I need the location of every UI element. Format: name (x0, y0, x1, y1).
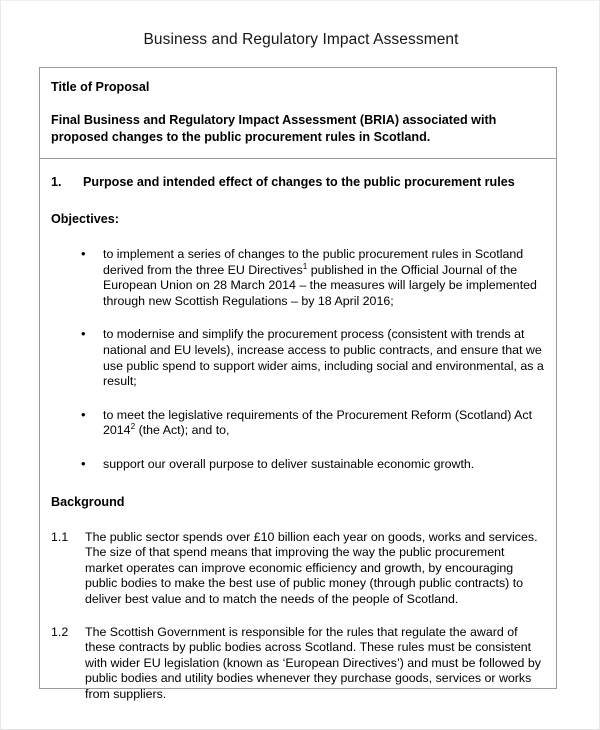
list-item (51, 457, 545, 473)
list-item (51, 327, 545, 389)
title-of-proposal-text: Final Business and Regulatory Impact Assessment (BRIA) associated with proposed changes to the public procurement rules in Scotland. (51, 113, 497, 144)
objective-text-after: (the Act); and to, (135, 423, 230, 438)
footnote-marker: 1 (302, 261, 308, 271)
title-of-proposal-cell (40, 68, 556, 159)
objective-text-before: to implement a series of changes to the public procurement rules in Scotland derived from the three EU Directives (103, 247, 524, 277)
paragraph-number: 1.2 (51, 624, 69, 639)
objectives-list (51, 247, 545, 473)
footnote-marker: 2 (130, 422, 136, 432)
paragraph-text: The public sector spends over £10 billion each year on goods, works and services. The size of that spend means that improving the way the public procurement market operates can improve economic efficiency and growth, by encouraging public bodies to make the best use of public money (through public contracts) to deliver best value and to match the needs of the people of Scotland. (85, 529, 538, 606)
objective-text-before: to modernise and simplify the procurement process (consistent with trends at national and EU levels), increase access to public contracts, and ensure that we use public spend to support wider aims, including social and environmental, as a result; (103, 327, 544, 389)
section-1-cell (40, 159, 556, 712)
section-1-number: 1. (51, 175, 62, 189)
paragraph-text: The Scottish Government is responsible for the rules that regulate the award of these contracts by public bodies across Scotland. These rules must be consistent with wider EU legislation (known as ‘European Directives’) and must be followed by public bodies and utility bodies whenever they purchase goods, services or works from suppliers. (85, 624, 541, 701)
paragraph-number: 1.1 (51, 529, 69, 544)
objective-text-before: to meet the legislative requirements of the Procurement Reform (Scotland) Act 2014 (103, 407, 533, 438)
spacer (51, 473, 545, 494)
page-title: Business and Regulatory Impact Assessment (143, 31, 459, 48)
section-1-heading (51, 174, 545, 190)
background-label: Background (51, 494, 125, 509)
paragraph-1-1 (51, 530, 545, 608)
paragraph-1-2 (51, 625, 545, 703)
objective-text-after: published in the Official Journal of the European Union on 28 March 2014 – the measures will largely be implemented through new Scottish Regulations – by 18 April 2016; (103, 262, 537, 308)
list-item (51, 247, 545, 309)
document-frame (39, 67, 557, 701)
objectives-label: Objectives: (51, 212, 119, 226)
objective-text-before: support our overall purpose to deliver sustainable economic growth. (103, 456, 475, 471)
section-1-heading-text: Purpose and intended effect of changes to the public procurement rules (83, 175, 515, 189)
list-item (51, 408, 545, 439)
title-of-proposal-label: Title of Proposal (51, 80, 150, 94)
